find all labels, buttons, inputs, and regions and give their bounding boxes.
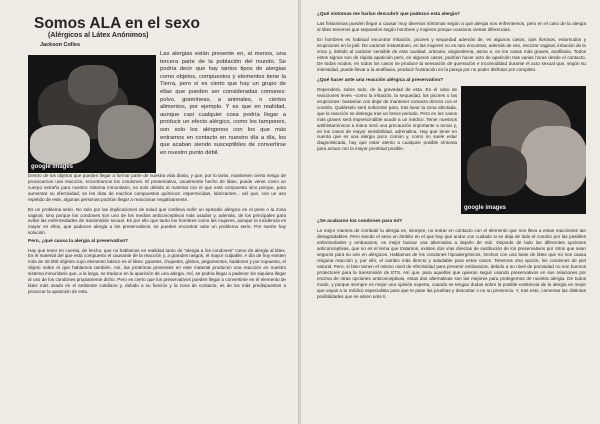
section-question: ¿Qué síntomas me harían descubrir que padezco esta alergia? — [317, 12, 460, 17]
reaction-block — [317, 84, 586, 216]
left-page — [0, 0, 298, 424]
paragraph: Es un problema serio. No solo por las implicaciones de salud que conlleva sufrir un episodio alérgico en el pene o la zona vaginal, sino porque los condones son uno de los medios anticonceptivos más usados y, además, de los principales para evitar las enfermedades de transmisión sexual. Es por ello que tanto los hombres como las mujeres, aunque la incidencia es mayor en ellos, que padecen alergia a los preservativos, se pueden encontrar ante un problema serio. Por suerte hay solución. — [28, 206, 286, 236]
paragraph: En hombres es habitual encontrar irritación, picores y sequedad además de, en algunos casos, ojos llorosos, estornudos y erupciones en la piel. De carácter instantáneo, en las mujeres no es raro encontrar, además de eso, escozor vaginal, irritación de la zona y, debido al carácter sensible de esta cavidad, urticaria, angioedema, asma e, en los casos más graves, anafilaxia. Todos estos signos son de rápida aparición pero, en algunos casos, podrían hacer acto de aparición tras varias horas desde el contacto. De todos modos, en todos los casos se produce la sensación de quemazón e incomodidad durante el acto sexual que, según su intensidad, puede llevar a la anafilaxia, producir frustración en la pareja por no poder disfrutar por completo. — [317, 36, 586, 72]
section-question: Pero, ¿qué causa la alergia al preservativo? — [28, 239, 128, 245]
paragraph: Hay que tener en cuenta, de hecho, que no hablamos en realidad tanto de "alergia a los condones" como de alergia al látex. Es el material del que está compuesto el causante de la reacción y, a grandes rasgos, el mayor culpable. A día de hoy existen más de 40.000 objetos cuyo elemento básico es el látex: guantes, chupetes, globos, pegamentos, batidores y por supuesto, el objeto sobre el que hablamos también. Así, las proteínas presentes en este material producen una reacción en nuestro sistema inmunitario que, a la larga, se traduce en la aparición de una alergia. Así, se podría llegar a padecer sin siquiera llegar al uso de los condones propiamente dicho. Pero es cierto que los preservativos pueden llegar a convertirse en el elemento de látex más usado en el ambiente cotidiano y, debido a su función y la zona de contacto, es de los más predispuestos a provocar la aparición de esta. — [28, 247, 286, 295]
couple-photo-left — [28, 55, 156, 173]
photo-caption: google images — [464, 204, 507, 211]
paragraph: La mejor manera de combatir la alergia es, siempre, no entrar en contacto con el elemento que nos lleva a estas reacciones tan desagradables. Pero siendo el sexo un ámbito en el que hay que andar con cuidado si se deja de lado el condón por las posibles enfermedades y embarazos, es mejor buscar una alternativa a dejarlo de raíz. Dejando de lado las diferentes opciones anticonceptivas, que no es el tema que tratamos, existen dos vías directas de sustitución de los preservativos por otros que sean seguros para su uso en alérgicos. Hablamos de los condones hipoalergénicos, hechos con una base de látex que no nos causa ninguna reacción y, por ello, el cambio más directo y saludable para estos casos. Tenemos otra opción, los condones de piel natural. Pero, si bien tienen el mismo nivel de efectividad para prevenir embarazos, debido a su nivel de porosidad no son buenos protectores para la transmisión de ETS. Así que, para aquellos que quieran seguir usando preservativos en sus relaciones por encima de otras opciones anticonceptivas, estas dos alternativas son las mejores para protegernos de nuestra alergia. De todos modo, y porque siempre es mejor una opinión experta, cuando se tengan dudas sobre la posible existencia de la alergia es mejor que vayas a tu médico especialista para que te pase las pruebas y descartar o no su presencia. Y, tras esto, comentar las distintas posibilidades que se abren ante ti. — [317, 228, 586, 299]
paragraph: Dependerá, sobre todo, de la gravedad de esta. En el caso de reacciones leves –como la irritación, la sequedad, los picores o las erupciones- bastarían con dejar de mantener contacto directo con el condón. Quitárselo será suficiente para, tras lavar la zona afectada, que la reacción se detenga tras un breve periodo. Pero en los casos más graves será imprescindible acudir a un médico. Tener nuestros antihistamínicos a mano será una precaución importante a tomar y, en los casos de mayor sensibilidad, adrenalina. Hay que tener en cuenta que es una alergia poco común y, como no suele estar diagnosticada, hay que estar atento a cualquier posible síntoma para actuar con la mayor prontitud posible. — [317, 86, 457, 152]
right-page — [301, 0, 600, 424]
intro-paragraph: Las alergias están presente en, al menos, una tercera parte de la población del mundo. Se podría decir que hay tantos tipos de alergias como objetos, compuestos y elementos tiene la Tierra, pero sí es cierto que hay un grupo de ellas que pueden ser consideradas comunes: polvo, gramíneas, a animales, o ciertos alimentos, por ejemplo. Y es que en realidad, aunque casi cualquier cosa podría llegar a producir un efecto alérgico, como los tampones, son solo los alérgenos con los que más entramos en contacto en nuestro día a día, los que acaban siendo susceptibles de convertirse en nuestro punto débil. — [160, 51, 286, 156]
couple-photo-right — [461, 86, 586, 214]
article-title: Somos ALA en el sexo — [34, 15, 200, 32]
paragraph: Dentro de los objetos que pueden llegar a formar parte de nuestra vida diaria, y que, por lo tanto, mantienen cierto riesgo de provocarnos una reacción, encontramos los condones. El preservativo, usualmente hecho de látex, puede verse como un cuerpo extraño para nuestro sistema inmunitario, no solo debido al material con el que está compuesto sino porque, para aumentar su efectividad, se les dota de muchos compuestos químicos: espermicidas, lubricantes... así que, con un uso repetido de este, algunas personas podrían llegar a reaccionar negativamente. — [28, 173, 286, 202]
paragraph: Las histaminas pueden llegar a causar muy diversos síntomas según a qué alergia nos enfrentemos, pero en el caso de la alergia al látex tenemos que separarlos según hombres y mujeres porque ocasiona ciertas diferencias. — [317, 21, 586, 33]
section-question: ¿Se acabaron los condones para mí? — [317, 218, 403, 224]
photo-caption: google images — [31, 164, 74, 170]
article-author: Jackson Colles — [40, 42, 81, 48]
intro-block — [28, 51, 286, 173]
article-subtitle: (Alérgicos al Látex Anónimos) — [48, 32, 149, 39]
section-question: ¿Qué hacer ante una reacción alérgica al preservativo? — [317, 77, 444, 83]
